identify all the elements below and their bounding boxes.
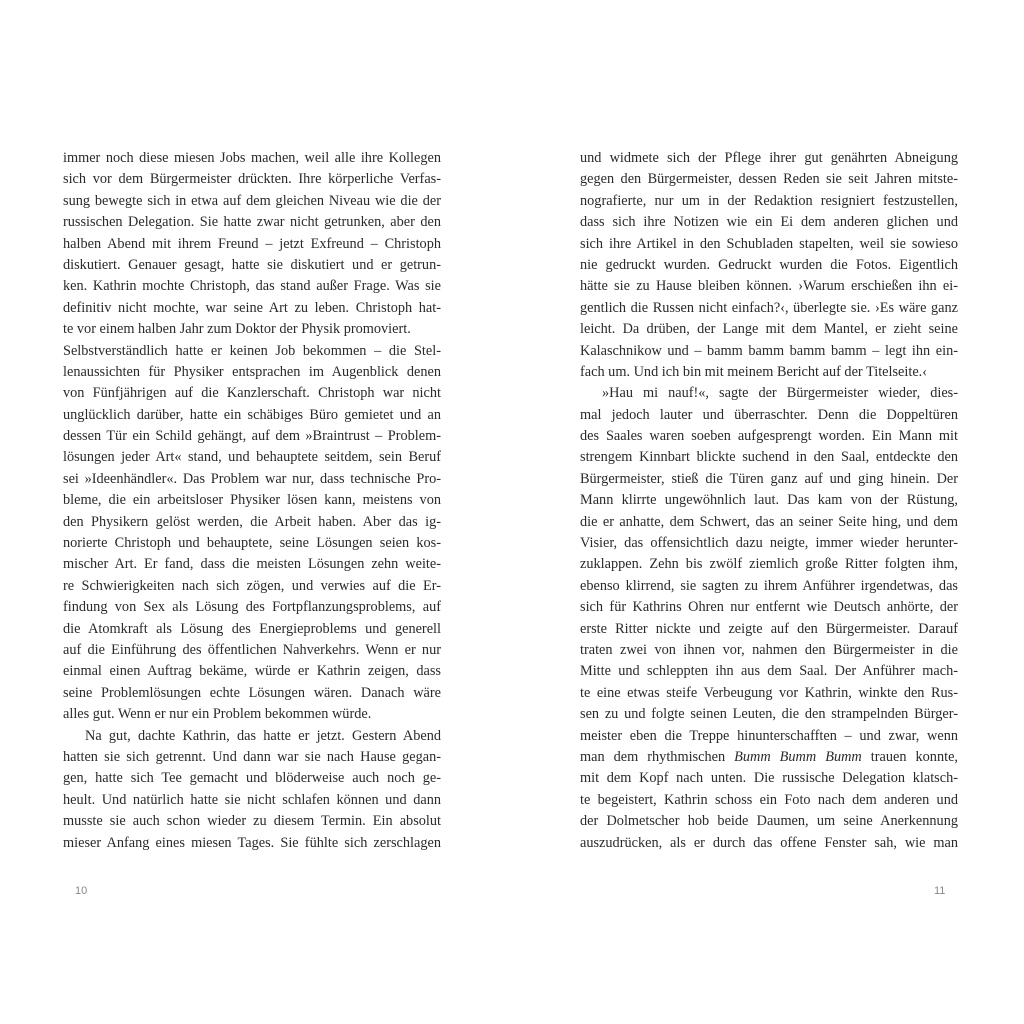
text-line: Mann klirrte ungewöhnlich laut. Das kam von der Rüstung, [580,492,958,509]
text-line: sich ihre Artikel in den Schubladen stapelten, weil sie sowieso [580,235,958,252]
text-line: sich vor dem Bürgermeister drückten. Ihre körperliche Verfas- [63,171,441,188]
text-line: te eine etwas steife Verbeugung vor Kathrin, winkte den Rus- [580,684,958,701]
text-line: fach um. Und ich bin mit meinem Bericht auf der Titelseite.‹ [580,363,928,380]
text-line: nie gedruckt wurden. Gedruckt wurden die Fotos. Eigentlich [580,256,958,273]
text-line: den Physikern gelöst werden, die Arbeit haben. Aber das ig- [63,513,441,530]
text-line: sen zu und folgte seinen Leuten, die den strampelnden Bürger- [580,706,958,723]
text-line: sei »Ideenhändler«. Das Problem war nur, dass technische Pro- [63,470,441,487]
text-line: findung von Sex als Lösung des Fortpflanzungsproblems, auf [63,599,441,616]
text-line: strengem Kinnbart blickte suchend in den Saal, entdeckte den [580,449,958,466]
text-line: dass sich ihre Notizen wie ein Ei dem anderen glichen und [580,214,958,231]
text-line: von Fünfjährigen auf die Kanzlerschaft. Christoph war nicht [63,385,441,402]
text-line: te begeistert, Kathrin schoss ein Foto nach dem anderen und [580,791,958,808]
text-line: der Dolmetscher hob beide Daumen, um seine Anerkennung [580,813,958,830]
text-line: zuklappen. Zehn bis zwölf ziemlich große Ritter folgten ihm, [580,556,958,573]
text-line: heult. Und natürlich hatte sie nicht schlafen können und dann [63,791,441,808]
text-line: mischer Art. Er fand, dass die meisten Lösungen zehn weite- [63,556,441,573]
text-line: nografierte, nur um in der Redaktion resigniert festzustellen, [580,192,958,209]
text-line: gegen den Bürgermeister, dessen Reden sie seit Jahren mitste- [580,171,958,188]
text-line: lenaussichten für Physiker entsprachen im Augenblick denen [63,363,441,380]
text-line: mit dem Kopf nach unten. Die russische Delegation klatsch- [580,770,958,787]
page-number-left: 10 [75,885,88,897]
text-line: und widmete sich der Pflege ihrer gut genährten Abneigung [580,150,958,166]
text-line: lösungen jeder Art« stand, und behauptete seitdem, sein Beruf [63,449,441,466]
text-line: meister eben die Treppe hinunterschafften – und zwar, wenn [580,727,958,744]
text-line: »Hau mi nauf!«, sagte der Bürgermeister wieder, dies- [602,385,958,402]
text-line: mieser Anfang eines miesen Tages. Sie fühlte sich zerschlagen [63,834,441,851]
text-line: seine Problemlösungen echte Lösungen wären. Danach wäre [63,684,441,701]
text-line: ken. Kathrin mochte Christoph, das stand außer Frage. Was sie [63,278,441,295]
text-line: unglücklich darüber, hatte ein schäbiges Büro gemietet und an [63,406,441,423]
text-line: traten zwei von ihnen vor, nahmen den Bürgermeister in die [580,641,958,658]
text-line: des Saales waren soeben aufgesprengt worden. Ein Mann mit [580,428,958,445]
text-line: die Atomkraft als Lösung des Energieproblems und generell [63,620,441,637]
text-line: einmal einen Auftrag bekäme, würde er Kathrin zeigen, dass [63,663,441,680]
text-line: gentlich die Russen nicht einfach?‹, überlegte sie. ›Es wäre ganz [580,299,958,316]
text-line: alles gut. Wenn er nur ein Problem bekommen würde. [63,706,372,723]
text-line: Visier, das offensichtlich dazu neigte, immer wieder herunter- [580,535,958,552]
text-line: diskutiert. Genauer gesagt, hatte sie diskutiert und er getrun- [63,256,441,273]
text-line: Selbstverständlich hatte er keinen Job bekommen – die Stel- [63,342,441,359]
text-line: auszudrücken, als er durch das offene Fenster sah, wie man [580,834,958,851]
text-line: leicht. Da drüben, der Lange mit dem Mantel, er zieht seine [580,321,958,338]
text-line: sung bewegte sich in etwa auf dem gleichen Niveau wie die der [63,192,441,209]
text-line: bleme, die ein arbeitsloser Physiker lösen kann, meistens von [63,492,441,509]
text-line: Mitte und schleppten ihn aus dem Saal. Der Anführer mach- [580,663,958,680]
right-page-text [580,148,958,854]
text-line: norierte Christoph und behauptete, seine Lösungen seien kos- [63,535,441,552]
left-page-text [63,148,441,854]
text-line: dessen Tür ein Schild gehängt, auf dem »Braintrust – Problem- [63,428,441,445]
page-number-right: 11 [934,885,946,897]
text-line: Kalaschnikow und – bamm bamm bamm bamm – legt ihn ein- [580,342,958,359]
text-line: definitiv nicht mochte, war seine Art zu leben. Christoph hat- [63,299,441,316]
text-line: hatten sie sich getrennt. Und dann war sie nach Hause gegan- [63,748,441,765]
text-line: Na gut, dachte Kathrin, das hatte er jetzt. Gestern Abend [85,727,441,744]
text-line: gen, hatte sich Tee gemacht und blöderweise auch noch ge- [63,770,441,787]
text-line: te vor einem halben Jahr zum Doktor der Physik promoviert. [63,321,411,338]
text-line: halben Abend mit ihrem Freund – jetzt Exfreund – Christoph [63,235,441,252]
text-line: hätte sie zu Hause bleiben können. ›Warum erschießen ihn ei- [580,278,958,295]
text-line: erste Ritter nickte und zeigte auf den Bürgermeister. Darauf [580,620,958,637]
text-line: russischen Delegation. Sie hatte zwar nicht getrunken, aber den [63,214,441,231]
text-line: mal jedoch lauter und überraschter. Denn die Doppeltüren [580,406,958,423]
text-line: Bürgermeister, stieß die Türen ganz auf und ging hinein. Der [580,470,958,487]
text-line: re Schwierigkeiten nach sich zögen, und verwies auf die Er- [63,577,441,594]
text-line: sich für Kathrins Ohren nur entfernt wie Deutsch anhörte, der [580,599,958,616]
text-line: ebenso klirrend, sie sagten zu ihrem Anführer irgendetwas, das [580,577,958,594]
text-line: musste sie auch schon wieder zu diesem Termin. Ein absolut [63,813,441,830]
text-line: die er anhatte, dem Schwert, das an seiner Seite hing, und dem [580,513,958,530]
text-line: man dem rhythmischen Bumm Bumm Bumm trauen konnte, [580,748,958,765]
text-line: immer noch diese miesen Jobs machen, weil alle ihre Kollegen [63,150,441,166]
text-line: auf die Einführung des öffentlichen Nahverkehrs. Wenn er nur [63,641,441,658]
